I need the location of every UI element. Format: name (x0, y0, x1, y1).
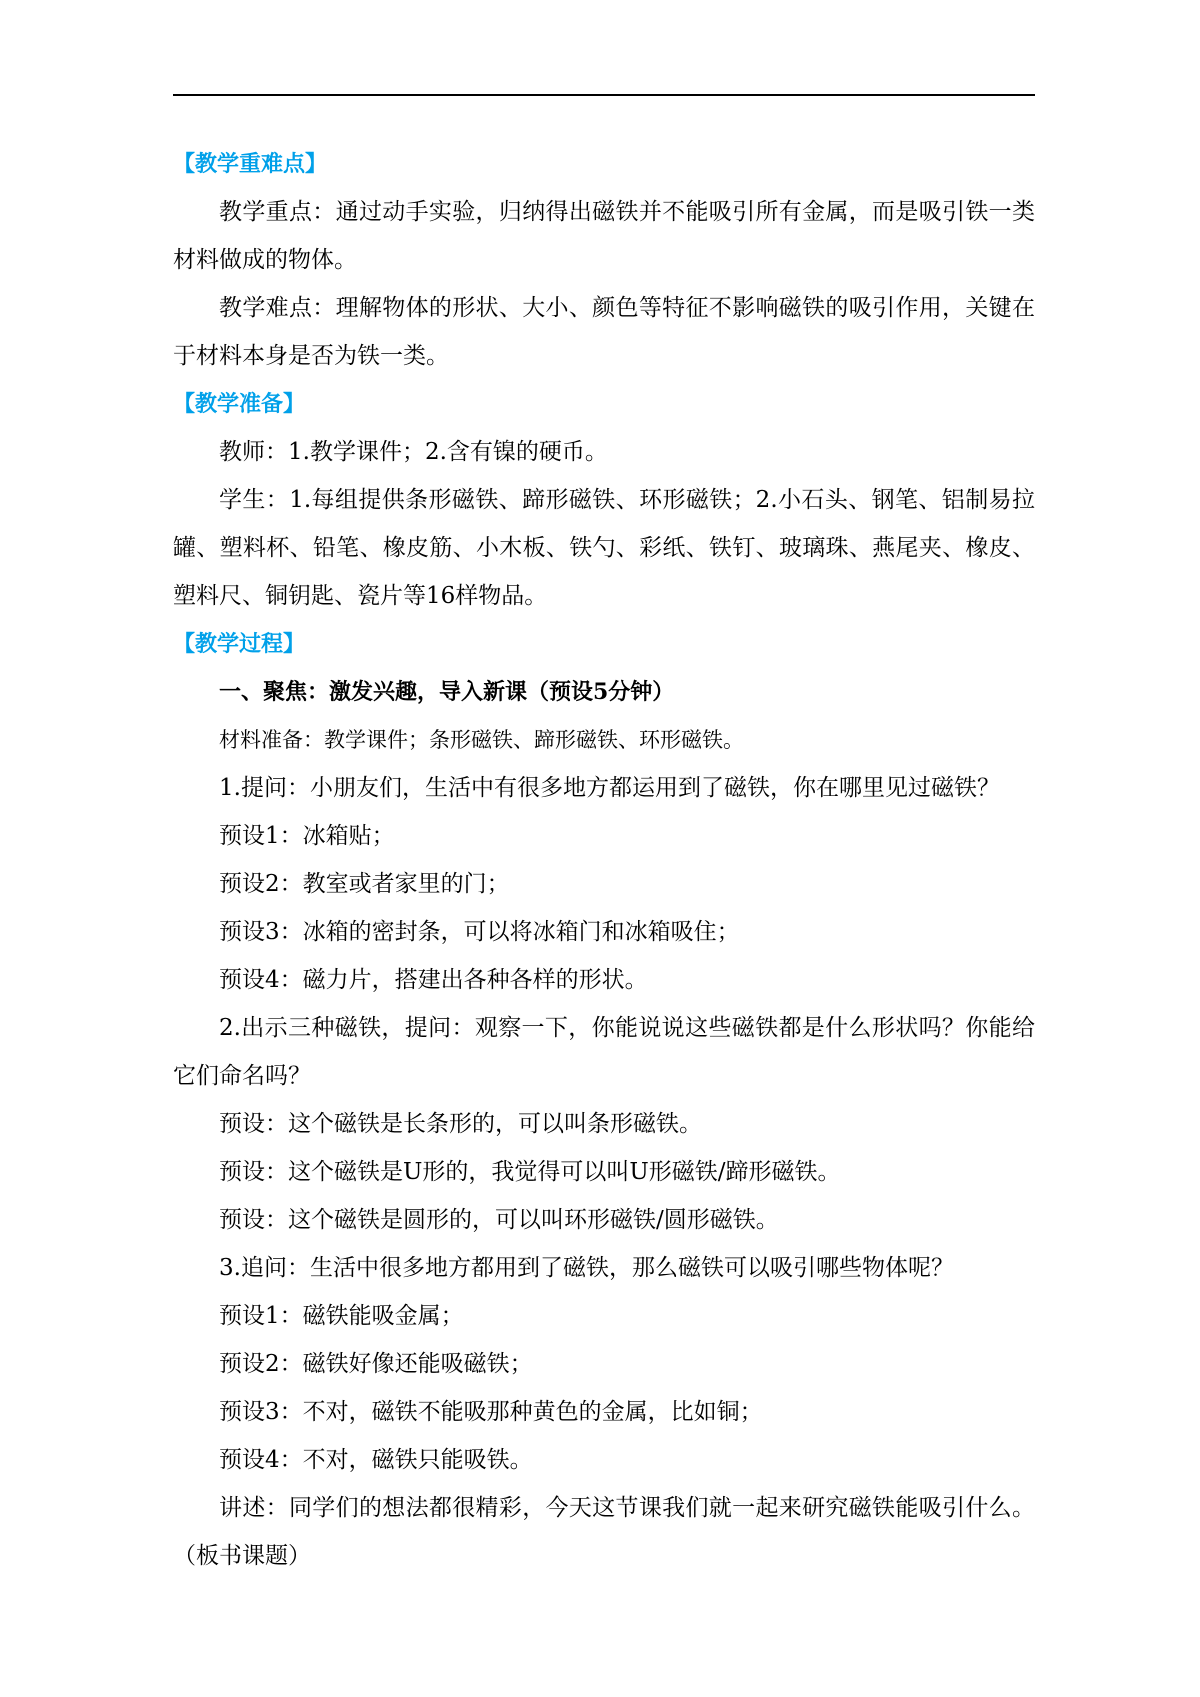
teaching-focus-paragraph: 教学重点：通过动手实验，归纳得出磁铁并不能吸引所有金属，而是吸引铁一类材料做成的物体。 (173, 199, 1035, 273)
answer-item: 预设：这个磁铁是U形的，我觉得可以叫U形磁铁/蹄形磁铁。 (219, 1159, 841, 1185)
section-heading-process: 【教学过程】 (173, 631, 306, 657)
answer-item: 预设2：教室或者家里的门； (219, 871, 510, 897)
section-heading-key-points: 【教学重难点】 (173, 151, 328, 177)
document-body (173, 140, 1035, 1580)
answer-item: 预设：这个磁铁是圆形的，可以叫环形磁铁/圆形磁铁。 (219, 1207, 779, 1233)
answer-item: 预设1：磁铁能吸金属； (219, 1303, 464, 1329)
question-1: 1.提问：小朋友们，生活中有很多地方都运用到了磁铁，你在哪里见过磁铁？ (219, 775, 1000, 801)
materials-line: 材料准备：教学课件；条形磁铁、蹄形磁铁、环形磁铁。 (219, 728, 744, 752)
question-2: 2.出示三种磁铁，提问：观察一下，你能说说这些磁铁都是什么形状吗？你能给它们命名吗？ (173, 1015, 1035, 1089)
teacher-materials-paragraph: 教师：1.教学课件；2.含有镍的硬币。 (219, 439, 608, 465)
answer-item: 预设4：磁力片，搭建出各种各样的形状。 (219, 967, 648, 993)
answer-item: 预设2：磁铁好像还能吸磁铁； (219, 1351, 533, 1377)
teaching-difficulty-paragraph: 教学难点：理解物体的形状、大小、颜色等特征不影响磁铁的吸引作用，关键在于材料本身是否为铁一类。 (173, 295, 1035, 369)
question-3: 3.追问：生活中很多地方都用到了磁铁，那么磁铁可以吸引哪些物体呢？ (219, 1255, 954, 1281)
header-rule (173, 94, 1035, 96)
answer-item: 预设3：冰箱的密封条，可以将冰箱门和冰箱吸住； (219, 919, 740, 945)
student-materials-paragraph: 学生：1.每组提供条形磁铁、蹄形磁铁、环形磁铁；2.小石头、钢笔、铝制易拉罐、塑料杯、铅笔、橡皮筋、小木板、铁勺、彩纸、铁钉、玻璃珠、燕尾夹、橡皮、塑料尺、铜钥匙、瓷片等16样物品。 (173, 487, 1035, 609)
narration-paragraph: 讲述：同学们的想法都很精彩，今天这节课我们就一起来研究磁铁能吸引什么。（板书课题） (173, 1495, 1035, 1569)
section-heading-preparation: 【教学准备】 (173, 391, 306, 417)
answer-item: 预设3：不对，磁铁不能吸那种黄色的金属，比如铜； (219, 1399, 763, 1425)
answer-item: 预设1：冰箱贴； (219, 823, 395, 849)
answer-item: 预设4：不对，磁铁只能吸铁。 (219, 1447, 533, 1473)
part-one-title: 一、聚焦：激发兴趣，导入新课（预设5分钟） (219, 679, 675, 705)
answer-item: 预设：这个磁铁是长条形的，可以叫条形磁铁。 (219, 1111, 702, 1137)
